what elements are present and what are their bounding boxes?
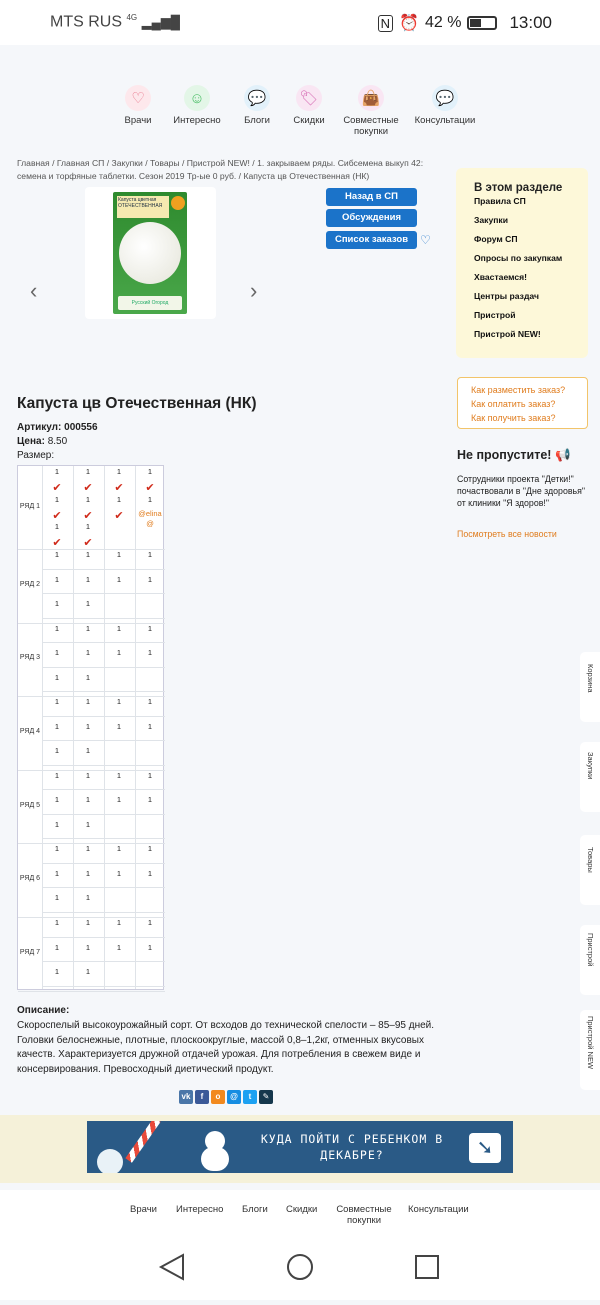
- side-tab-pristroy[interactable]: [580, 925, 600, 995]
- nav-label: Интересно: [173, 115, 221, 126]
- grid-cell[interactable]: 1: [85, 844, 91, 854]
- price-label: Цена:: [17, 436, 45, 447]
- megaphone-icon: 📢: [554, 448, 571, 462]
- grid-cell[interactable]: 1: [116, 623, 122, 633]
- grid-cell[interactable]: 1: [54, 697, 60, 707]
- grid-cell[interactable]: 1: [54, 550, 60, 559]
- check-icon[interactable]: ✔: [52, 537, 62, 550]
- grid-cell[interactable]: 1: [54, 467, 60, 476]
- system-nav-icons: [0, 1235, 600, 1300]
- home-icon[interactable]: [288, 1255, 312, 1279]
- grid-cell[interactable]: 1: [54, 795, 60, 805]
- side-tab-cart[interactable]: [580, 652, 600, 722]
- grid-cell[interactable]: 1: [147, 550, 153, 559]
- news-title-text: Не пропустите!: [457, 448, 552, 462]
- grid-cell[interactable]: 1: [54, 721, 60, 731]
- grid-cell[interactable]: 1: [85, 770, 91, 780]
- grid-cell[interactable]: 1: [54, 599, 60, 609]
- bottom-nav: [0, 1190, 600, 1235]
- description-label: Описание:: [17, 1005, 70, 1016]
- grid-column-line: [73, 466, 74, 989]
- grid-cell[interactable]: 1: [147, 868, 153, 878]
- grid-cell[interactable]: 1: [54, 494, 60, 504]
- check-icon[interactable]: ✔: [83, 481, 93, 494]
- grid-cell[interactable]: 1: [54, 770, 60, 780]
- side-tab-label: Товары: [586, 847, 595, 873]
- side-tab-purchases[interactable]: [580, 742, 600, 812]
- alarm-icon: ⏰: [399, 15, 419, 32]
- description-text: Скороспелый высокоурожайный сорт. От всходов до технической спелости – 85–95 дней. Головки белоснежные, плотные, плоскоокруглые, массой 0,8–1,2кг, отменных вкусовых качеств. Характеризуется дружной отдачей урожая. Для потребления в свежем виде и консервирования. Превосходный диетический продукт.: [17, 1020, 435, 1075]
- twitter-icon[interactable]: t: [243, 1090, 257, 1104]
- article-label: Артикул:: [17, 422, 62, 433]
- grid-cell[interactable]: 1: [116, 574, 122, 584]
- grid-row-label: РЯД 2: [19, 580, 41, 588]
- grid-row-label: РЯД 3: [19, 654, 41, 662]
- back-to-sp-button[interactable]: Назад в СП: [326, 188, 417, 206]
- cauliflower-icon: [119, 222, 181, 284]
- price-row: [17, 435, 98, 449]
- grid-cell[interactable]: 1: [147, 721, 153, 731]
- tag-icon: 🏷: [296, 85, 322, 111]
- grid-cell[interactable]: 1: [147, 648, 153, 658]
- help-link[interactable]: Как разместить заказ?: [471, 385, 566, 395]
- bottom-nav-joint-purchases[interactable]: Совместные покупки: [336, 1204, 392, 1226]
- grid-user-tag[interactable]: @elina @: [138, 508, 162, 528]
- price-value: 8.50: [47, 436, 68, 447]
- article-value: 000556: [64, 422, 98, 433]
- nav-label: Скидки: [293, 115, 325, 126]
- grid-cell[interactable]: 1: [54, 672, 60, 682]
- all-news-link[interactable]: Посмотреть все новости: [457, 529, 557, 539]
- seed-package-image: [113, 192, 187, 314]
- page-content: [0, 45, 600, 1235]
- moimir-icon[interactable]: @: [227, 1090, 241, 1104]
- grid-cell[interactable]: 1: [147, 942, 153, 952]
- product-photo[interactable]: [85, 187, 216, 319]
- check-icon[interactable]: ✔: [83, 509, 93, 522]
- carrier-name: MTS RUS: [50, 13, 122, 31]
- article-row: [17, 421, 98, 435]
- side-tab-pristroy-new[interactable]: [580, 1010, 600, 1090]
- nav-item-joint-purchases[interactable]: [331, 85, 411, 137]
- heart-icon: ♡: [125, 85, 151, 111]
- grid-cell[interactable]: 1: [147, 795, 153, 805]
- recents-icon[interactable]: [416, 1256, 438, 1278]
- signal-icon: ▂▄▆█: [141, 14, 180, 30]
- grid-cell[interactable]: 1: [116, 795, 122, 805]
- grid-cell[interactable]: 1: [116, 494, 122, 504]
- next-arrow-icon[interactable]: ›: [250, 278, 258, 303]
- grid-cell[interactable]: 1: [85, 819, 91, 829]
- grid-cell[interactable]: 1: [54, 574, 60, 584]
- nfc-icon: N: [378, 15, 393, 32]
- bottom-nav-discounts[interactable]: Скидки: [286, 1204, 318, 1215]
- order-list-button[interactable]: Список заказов: [326, 231, 417, 249]
- package-brand: Русский Огород: [118, 296, 182, 310]
- grid-cell[interactable]: 1: [147, 770, 153, 780]
- social-share: [179, 1090, 273, 1104]
- grid-cell[interactable]: 1: [54, 648, 60, 658]
- sidebar-title: В этом разделе: [474, 182, 563, 194]
- discussions-button[interactable]: Обсуждения: [326, 209, 417, 227]
- network-type: 4G: [126, 13, 138, 22]
- check-icon[interactable]: ✔: [114, 481, 124, 494]
- grid-cell[interactable]: 1: [116, 770, 122, 780]
- sidebar-link[interactable]: Опросы по закупкам: [474, 253, 563, 263]
- side-tab-label: Закупки: [586, 752, 595, 780]
- check-icon[interactable]: ✔: [83, 537, 93, 550]
- grid-cell[interactable]: 1: [85, 494, 91, 504]
- carrier-label: [50, 13, 180, 31]
- smile-icon: ☺: [184, 85, 210, 111]
- grid-cell[interactable]: 1: [54, 967, 60, 977]
- grid-cell[interactable]: 1: [85, 623, 91, 633]
- grid-cell[interactable]: 1: [147, 697, 153, 707]
- nav-label: Консультации: [414, 115, 476, 126]
- snowman-body: [201, 1147, 229, 1171]
- nav-label: Врачи: [124, 115, 152, 126]
- grid-row-label: РЯД 7: [19, 948, 41, 956]
- grid-cell[interactable]: 1: [85, 795, 91, 805]
- side-tab-label: Корзина: [586, 664, 595, 693]
- news-title: [457, 448, 571, 463]
- check-icon[interactable]: ✔: [114, 509, 124, 522]
- grid-row-label: РЯД 5: [19, 801, 41, 809]
- news-text[interactable]: Сотрудники проекта "Детки!" почаствовали в "Дне здоровья" от клиники "Я здоров!": [457, 474, 585, 508]
- back-icon[interactable]: [161, 1255, 183, 1279]
- nav-item-consultations[interactable]: [405, 85, 485, 126]
- grid-cell[interactable]: 1: [116, 868, 122, 878]
- bottom-nav-consultations[interactable]: Консультации: [408, 1204, 469, 1215]
- grid-cell[interactable]: 1: [85, 599, 91, 609]
- grid-cell[interactable]: 1: [116, 648, 122, 658]
- battery-icon: [467, 16, 497, 30]
- product-meta: [17, 421, 98, 463]
- grid-cell[interactable]: 1: [116, 697, 122, 707]
- badge-icon: [171, 196, 185, 210]
- check-icon[interactable]: ✔: [52, 481, 62, 494]
- grid-cell[interactable]: 1: [54, 819, 60, 829]
- help-link[interactable]: Как получить заказ?: [471, 413, 556, 423]
- odnoklassniki-icon[interactable]: о: [211, 1090, 225, 1104]
- grid-cell[interactable]: 1: [85, 868, 91, 878]
- status-bar: [0, 0, 600, 45]
- status-right: [378, 13, 552, 33]
- sidebar-link[interactable]: Пристрой NEW!: [474, 329, 541, 339]
- grid-cell[interactable]: 1: [85, 574, 91, 584]
- size-label: Размер:: [17, 450, 55, 461]
- bottom-nav-interesting[interactable]: Интересно: [176, 1204, 224, 1215]
- check-icon[interactable]: ✔: [145, 481, 155, 494]
- grid-row-label: РЯД 4: [19, 728, 41, 735]
- grid-cell[interactable]: 1: [54, 623, 60, 633]
- cursor-icon: ➘: [469, 1133, 501, 1163]
- section-sidebar: [456, 168, 588, 358]
- grid-cell[interactable]: 1: [85, 721, 91, 731]
- grid-cell[interactable]: 1: [54, 918, 60, 927]
- grid-cell[interactable]: 1: [54, 844, 60, 854]
- bottom-nav-doctors[interactable]: Врачи: [130, 1204, 157, 1215]
- grid-row-separator: [18, 991, 165, 992]
- vk-icon[interactable]: vk: [179, 1090, 193, 1104]
- side-tab-goods[interactable]: [580, 835, 600, 905]
- ornament-icon: [97, 1149, 123, 1173]
- grid-cell[interactable]: 1: [116, 550, 122, 559]
- grid-cell[interactable]: 1: [147, 918, 153, 927]
- help-links: [457, 377, 588, 429]
- grid-cell[interactable]: 1: [116, 844, 122, 854]
- grid-cell[interactable]: 1: [116, 467, 122, 476]
- grid-cell[interactable]: 1: [116, 721, 122, 731]
- grid-cell[interactable]: 1: [85, 893, 91, 903]
- grid-cell[interactable]: 1: [147, 623, 153, 633]
- heart-icon[interactable]: ♡: [420, 233, 431, 247]
- grid-cell[interactable]: 1: [54, 942, 60, 952]
- livejournal-icon[interactable]: ✎: [259, 1090, 273, 1104]
- grid-cell[interactable]: 1: [85, 942, 91, 952]
- grid-column-line: [42, 466, 43, 989]
- grid-cell[interactable]: 1: [116, 918, 122, 927]
- grid-cell[interactable]: 1: [147, 844, 153, 854]
- order-grid: [17, 465, 164, 990]
- grid-cell[interactable]: 1: [85, 550, 91, 559]
- breadcrumb[interactable]: Главная / Главная СП / Закупки / Товары / Пристрой NEW! / 1. закрываем ряды. Сибсемена выкуп 42: семена и торфяные таблетки. Сезон 2019 Тр-ые 0 руб. / Капуста цв Отечественная (НК): [17, 158, 424, 181]
- prev-arrow-icon[interactable]: ‹: [30, 278, 38, 303]
- sidebar-link[interactable]: Хвастаемся!: [474, 272, 528, 282]
- grid-cell[interactable]: 1: [85, 648, 91, 658]
- grid-cell[interactable]: 1: [85, 467, 91, 476]
- system-nav-bar: [0, 1235, 600, 1300]
- grid-row-label: РЯД 1: [19, 502, 41, 510]
- bag-icon: 👜: [358, 85, 384, 111]
- chat-icon: 💬: [244, 85, 270, 111]
- package-title: Капуста цветная ОТЕЧЕСТВЕННАЯ: [117, 196, 169, 218]
- grid-cell[interactable]: 1: [147, 494, 153, 504]
- grid-cell[interactable]: 1: [54, 522, 60, 532]
- sidebar-link[interactable]: Центры раздач: [474, 291, 539, 301]
- product-title: Капуста цв Отечественная (НК): [17, 395, 257, 412]
- clock: 13:00: [509, 13, 552, 32]
- candy-cane-icon: [125, 1121, 160, 1163]
- grid-cell[interactable]: 1: [85, 967, 91, 977]
- nav-label: Блоги: [244, 115, 270, 126]
- banner-text: КУДА ПОЙТИ С РЕБЕНКОМ В ДЕКАБРЕ?: [260, 1132, 444, 1162]
- check-icon[interactable]: ✔: [52, 509, 62, 522]
- facebook-icon[interactable]: f: [195, 1090, 209, 1104]
- sidebar-link[interactable]: Пристрой: [474, 310, 516, 320]
- grid-cell[interactable]: 1: [147, 467, 153, 476]
- grid-cell[interactable]: 1: [85, 746, 91, 756]
- help-link[interactable]: Как оплатить заказ?: [471, 399, 556, 409]
- grid-cell[interactable]: 1: [54, 746, 60, 756]
- sidebar-link[interactable]: Форум СП: [474, 234, 518, 244]
- grid-row-label: РЯД 6: [19, 875, 41, 883]
- grid-cell[interactable]: 1: [116, 942, 122, 952]
- chat-icon: 💬: [432, 85, 458, 111]
- grid-cell[interactable]: 1: [85, 522, 91, 532]
- grid-cell[interactable]: 1: [85, 918, 91, 927]
- grid-column-line: [104, 466, 105, 989]
- nav-label: Совместные покупки: [343, 115, 399, 137]
- sidebar-link[interactable]: Правила СП: [474, 196, 526, 206]
- battery-percent: 42 %: [424, 14, 462, 31]
- grid-cell[interactable]: 1: [85, 672, 91, 682]
- sidebar-link[interactable]: Закупки: [474, 215, 509, 225]
- grid-column-line: [135, 466, 136, 989]
- grid-cell[interactable]: 1: [85, 697, 91, 707]
- grid-cell[interactable]: 1: [54, 893, 60, 903]
- promo-banner[interactable]: [87, 1121, 513, 1173]
- grid-cell[interactable]: 1: [54, 868, 60, 878]
- side-tab-label: Пристрой: [586, 933, 595, 967]
- grid-cell[interactable]: 1: [147, 574, 153, 584]
- bottom-nav-blogs[interactable]: Блоги: [242, 1204, 268, 1215]
- side-tab-label: Пристрой NEW: [586, 1016, 595, 1070]
